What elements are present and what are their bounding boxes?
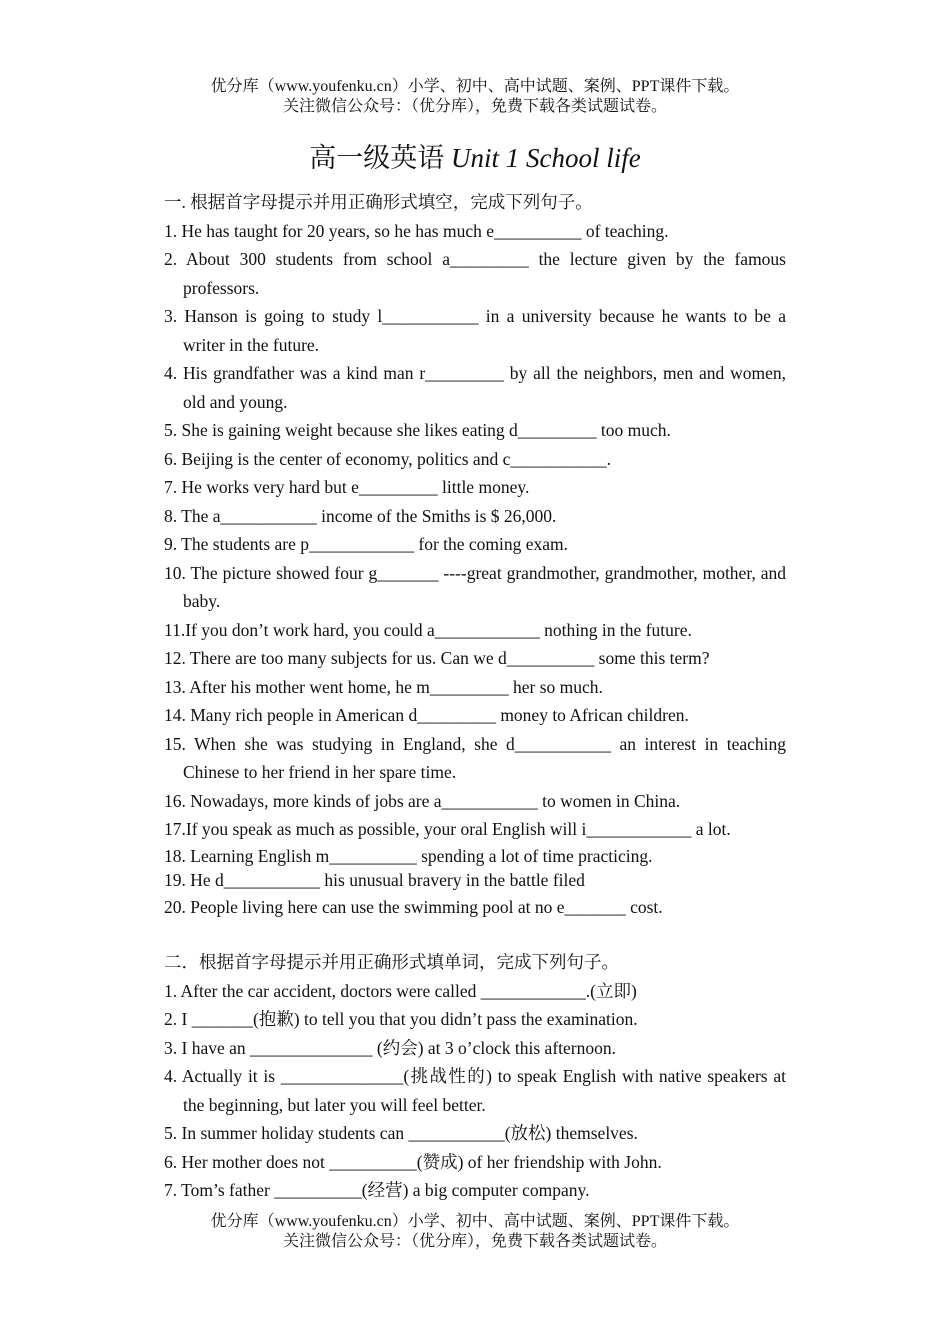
question-1-5: 5. She is gaining weight because she likes eating d_________ too much.: [164, 420, 671, 440]
question-2-2: 2. I _______(抱歉) to tell you that you didn’t pass the examination.: [164, 1009, 638, 1029]
question-2-3: 3. I have an ______________ (约会) at 3 o’clock this afternoon.: [164, 1037, 616, 1058]
question-1-13: 13. After his mother went home, he m_________ her so much.: [164, 676, 603, 697]
question-2-6: 6. Her mother does not __________(赞成) of her friendship with John.: [164, 1151, 662, 1172]
footer-line-2: 关注微信公众号：（优分库），免费下载各类试题试卷。: [282, 1233, 667, 1250]
question-1-11: 11.If you don’t work hard, you could a____________ nothing in the future.: [164, 619, 692, 640]
question-1-15: 15. When she was studying in England, she d___________ an interest in teaching Chinese to her friend in her spare time.: [164, 733, 786, 782]
question-1-7: 7. He works very hard but e_________ little money.: [164, 477, 530, 497]
section-1-heading: 一. 根据首字母提示并用正确形式填空，完成下列句子。: [164, 192, 593, 212]
page-footer: [0, 1212, 950, 1252]
header-line-1: 优分库（www.youfenku.cn）小学、初中、高中试题、案例、PPT课件下载。: [210, 78, 740, 95]
question-1-10: 10. The picture showed four g_______ ----great grandmother, grandmother, mother, and baby.: [164, 562, 786, 611]
question-1-18: 18. Learning English m__________ spending a lot of time practicing.: [164, 845, 653, 866]
question-1-2: 2. About 300 students from school a_________ the lecture given by the famous professors.: [164, 249, 786, 298]
title-english: Unit 1 School life: [451, 143, 641, 173]
question-1-3: 3. Hanson is going to study l___________ in a university because he wants to be a writer in the future.: [164, 306, 786, 355]
question-1-8: 8. The a___________ income of the Smiths is $ 26,000.: [164, 505, 557, 526]
question-1-20: 20. People living here can use the swimming pool at no e_______ cost.: [164, 896, 663, 917]
question-1-9: 9. The students are p____________ for the coming exam.: [164, 534, 569, 554]
question-1-16: 16. Nowadays, more kinds of jobs are a___________ to women in China.: [164, 790, 681, 811]
page-title: [0, 140, 950, 176]
section-2: [164, 948, 786, 1205]
question-1-19: 19. He d___________ his unusual bravery in the battle filed: [164, 870, 585, 890]
page-header: [0, 77, 950, 117]
question-2-7: 7. Tom’s father __________(经营) a big computer company.: [164, 1180, 590, 1200]
question-1-1: 1. He has taught for 20 years, so he has much e__________ of teaching.: [164, 220, 669, 241]
question-1-12: 12. There are too many subjects for us. Can we d__________ some this term?: [164, 648, 710, 668]
section-1: [164, 188, 786, 921]
question-1-4: 4. His grandfather was a kind man r_________ by all the neighbors, men and women, old and young.: [164, 363, 786, 412]
question-1-14: 14. Many rich people in American d_________ money to African children.: [164, 705, 689, 725]
header-line-2: 关注微信公众号：（优分库），免费下载各类试题试卷。: [282, 98, 667, 115]
title-chinese: 高一级英语: [309, 143, 451, 173]
question-2-5: 5. In summer holiday students can ___________(放松) themselves.: [164, 1123, 638, 1143]
question-1-17: 17.If you speak as much as possible, your oral English will i____________ a lot.: [164, 819, 731, 839]
footer-line-1: 优分库（www.youfenku.cn）小学、初中、高中试题、案例、PPT课件下载。: [210, 1213, 740, 1230]
question-2-1: 1. After the car accident, doctors were called ____________.(立即): [164, 980, 637, 1001]
section-2-heading: 二．根据首字母提示并用正确形式填单词，完成下列句子。: [164, 952, 619, 972]
question-1-6: 6. Beijing is the center of economy, politics and c___________.: [164, 448, 611, 469]
question-2-4: 4. Actually it is ______________(挑战性的) to speak English with native speakers at the beginning, but later you will feel better.: [164, 1066, 786, 1115]
